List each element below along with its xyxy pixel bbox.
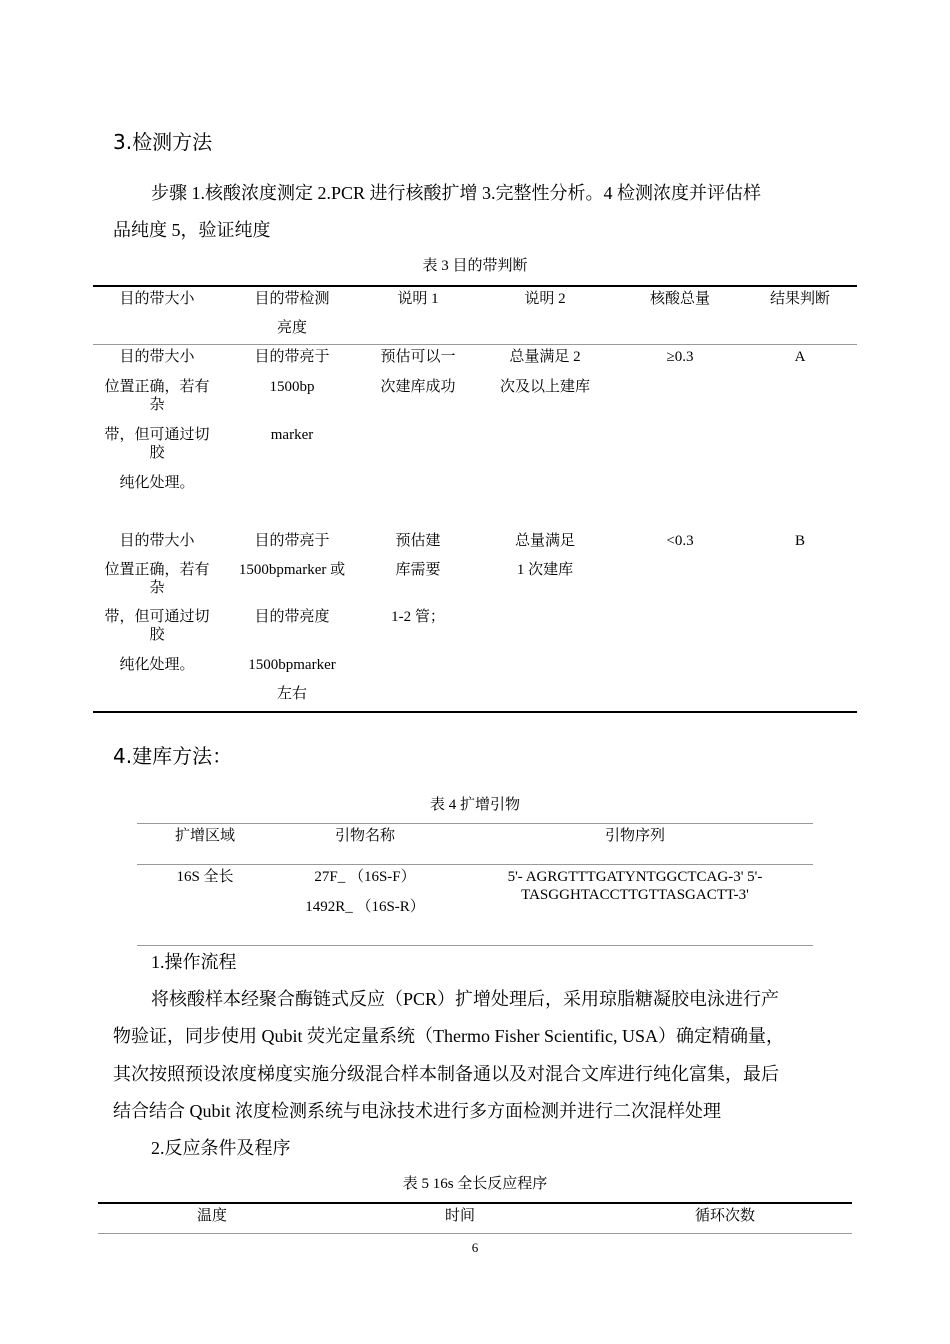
row-a-col-1-line: 纯化处理。 <box>119 475 195 491</box>
row-b-total: <0.3 <box>666 533 694 549</box>
table-3-header-note-2: 说明 2 <box>524 291 566 307</box>
row-b-col-1-line: 纯化处理。 <box>119 657 195 673</box>
row-b-col-4-line: 总量满足 <box>514 533 575 549</box>
row-b-col-2-line: 左右 <box>276 686 307 702</box>
row-a-col-4-line: 总量满足 2 <box>509 349 581 365</box>
row-a-col-1-line: 位置正确，若有 <box>104 379 210 395</box>
row-a-result: A <box>794 349 806 365</box>
workflow-line-1: 将核酸样本经聚合酶链式反应（PCR）扩增处理后，采用琼脂糖凝胶电泳进行产 <box>151 989 780 1009</box>
table-3-top-rule <box>93 285 857 287</box>
row-a-total: ≥0.3 <box>666 349 694 365</box>
row-a-col-3-line: 次建库成功 <box>380 379 456 395</box>
table-4-bottom-rule <box>137 945 813 946</box>
table-5-header-cycles: 循环次数 <box>694 1208 755 1224</box>
table-3-header-result: 结果判断 <box>769 291 830 307</box>
table-4-primer-name-1: 27F_ （16S-F） <box>314 869 416 885</box>
row-b-col-2-line: 1500bpmarker <box>248 657 336 673</box>
table-4-caption: 表 4 扩增引物 <box>429 797 520 813</box>
row-b-col-3-line: 预估建 <box>395 533 441 549</box>
table-4-header-rule <box>137 864 813 865</box>
table-5-top-rule <box>98 1202 852 1204</box>
workflow-title: 1.操作流程 <box>151 952 237 972</box>
table-4-primer-name-2: 1492R_ （16S-R） <box>305 899 425 915</box>
page-number: 6 <box>471 1240 479 1255</box>
table-4-region: 16S 全长 <box>176 869 234 885</box>
workflow-line-4: 结合结合 Qubit 浓度检测系统与电泳技术进行多方面检测并进行二次混样处理 <box>113 1101 721 1121</box>
row-b-col-2-line: 1500bpmarker 或 <box>238 562 346 578</box>
row-a-col-1-line: 带，但可通过切 <box>104 427 210 443</box>
table-3-header-note-1: 说明 1 <box>397 291 439 307</box>
table-5-header-time: 时间 <box>444 1208 475 1224</box>
row-a-col-4-line: 次及以上建库 <box>499 379 590 395</box>
row-a-col-2-line: 1500bp <box>269 379 315 395</box>
table-5-caption: 表 5 16s 全长反应程序 <box>402 1176 548 1192</box>
row-b-col-1-line: 胶 <box>149 627 165 643</box>
workflow-line-3: 其次按照预设浓度梯度实施分级混合样本制备通以及对混合文库进行纯化富集，最后 <box>113 1064 779 1084</box>
table-3-caption: 表 3 目的带判断 <box>422 258 528 274</box>
table-4-header-region: 扩增区域 <box>174 828 235 844</box>
workflow-line-2: 物验证，同步使用 Qubit 荧光定量系统（Thermo Fisher Scientific, USA）确定精确量， <box>113 1026 784 1046</box>
section-3-heading: 3.检测方法 <box>113 130 213 154</box>
table-3-header-size: 目的带大小 <box>119 291 195 307</box>
table-4-sequence-line-2: TASGGHTACCTTGTTASGACTT-3' <box>521 887 749 903</box>
section-4-heading: 4.建库方法： <box>113 744 233 768</box>
table-5-header-rule <box>98 1233 852 1234</box>
section-3-paragraph-line-1: 步骤 1.核酸浓度测定 2.PCR 进行核酸扩增 3.完整性分析。4 检测浓度并评估样 <box>151 183 762 203</box>
row-b-result: B <box>794 533 805 549</box>
table-3-header-brightness: 亮度 <box>276 320 307 336</box>
section-3-paragraph-line-2: 品纯度 5，验证纯度 <box>113 220 271 240</box>
row-a-col-1-line: 目的带大小 <box>119 349 195 365</box>
table-3-header-total: 核酸总量 <box>649 291 710 307</box>
table-4-sequence-line-1: 5'- AGRGTTTGATYNTGGCTCAG-3' 5'- <box>507 869 763 885</box>
row-b-col-4-line: 1 次建库 <box>516 562 574 578</box>
row-b-col-1-line: 带，但可通过切 <box>104 609 210 625</box>
table-3-header-rule <box>93 344 857 345</box>
row-b-col-1-line: 杂 <box>149 580 165 596</box>
table-3-bottom-rule <box>93 711 857 713</box>
table-4-header-sequence: 引物序列 <box>604 828 665 844</box>
row-a-col-1-line: 杂 <box>149 397 165 413</box>
row-a-col-1-line: 胶 <box>149 445 165 461</box>
row-b-col-1-line: 位置正确，若有 <box>104 562 210 578</box>
table-3-header-detect: 目的带检测 <box>254 291 330 307</box>
conditions-title: 2.反应条件及程序 <box>151 1138 291 1158</box>
table-4-header-name: 引物名称 <box>334 828 395 844</box>
row-b-col-2-line: 目的带亮度 <box>254 609 330 625</box>
row-b-col-1-line: 目的带大小 <box>119 533 195 549</box>
row-b-col-3-line: 库需要 <box>395 562 441 578</box>
row-a-col-2-line: 目的带亮于 <box>254 349 330 365</box>
table-4-top-rule <box>137 823 813 824</box>
row-b-col-2-line: 目的带亮于 <box>254 533 330 549</box>
row-a-col-3-line: 预估可以一 <box>380 349 456 365</box>
table-5-header-temperature: 温度 <box>196 1208 227 1224</box>
row-b-col-3-line: 1-2 管； <box>391 609 445 625</box>
row-a-col-2-line: marker <box>270 427 314 443</box>
